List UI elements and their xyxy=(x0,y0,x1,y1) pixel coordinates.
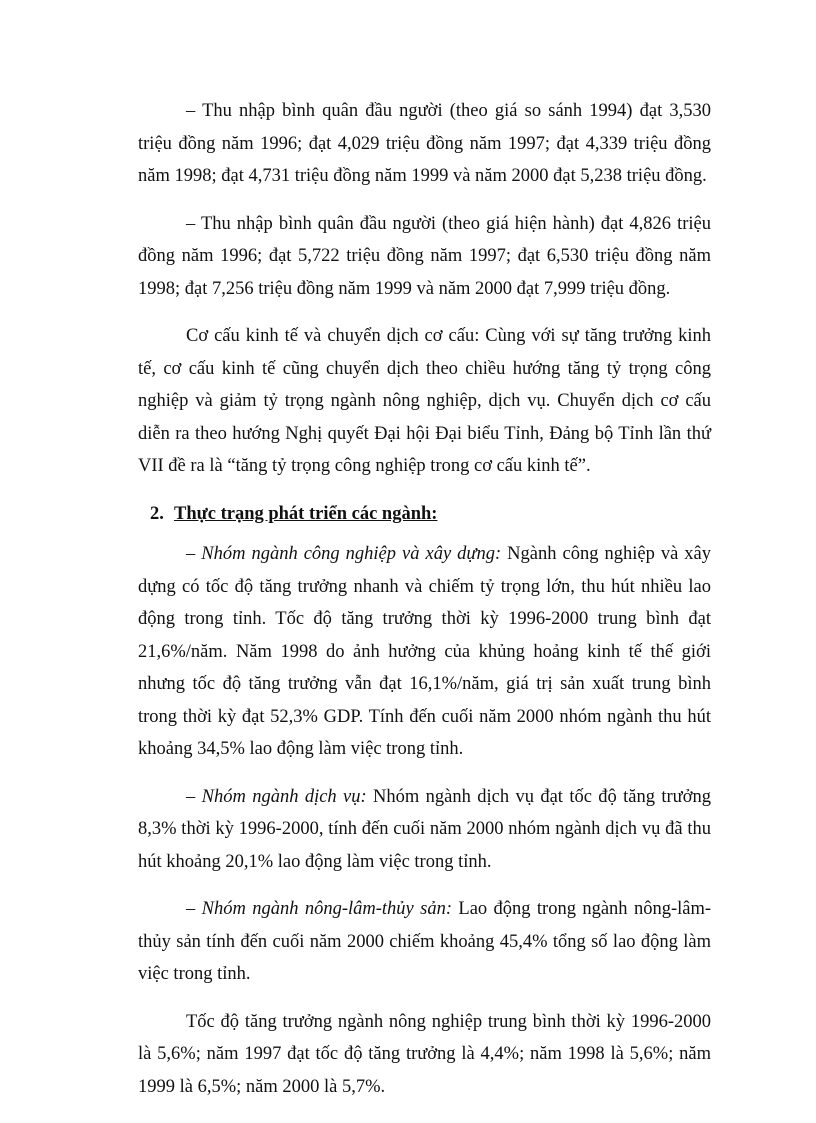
section-heading xyxy=(138,498,711,531)
paragraph-agriculture xyxy=(138,893,711,991)
group-text-agriculture: Lao động trong ngành nông-lâm-thủy sản tính đến cuối năm 2000 chiếm khoảng 45,4% tổng số lao động làm việc trong tỉnh. xyxy=(138,899,712,984)
section-number: 2. xyxy=(150,503,164,524)
section-title: Thực trạng phát triển các ngành: xyxy=(174,503,438,524)
paragraph-income-constant-prices: – Thu nhập bình quân đầu người (theo giá so sánh 1994) đạt 3,530 triệu đồng năm 1996; đạt 4,029 triệu đồng năm 1997; đạt 4,339 triệu đồng năm 1998; đạt 4,731 triệu đồng năm 1999 và năm 2000 đạt 5,238 triệu đồng. xyxy=(138,101,711,186)
paragraph-industry-construction xyxy=(138,538,711,766)
paragraph-services xyxy=(138,781,711,879)
group-label-industry: – Nhóm ngành công nghiệp và xây dựng: xyxy=(186,544,502,564)
paragraph-economic-structure: Cơ cấu kinh tế và chuyển dịch cơ cấu: Cùng với sự tăng trưởng kinh tế, cơ cấu kinh tế cũng chuyển dịch theo chiều hướng tăng tỷ trọng công nghiệp và giảm tỷ trọng ngành nông nghiệp, dịch vụ. Chuyển dịch cơ cấu diễn ra theo hướng Nghị quyết Đại hội Đại biểu Tỉnh, Đảng bộ Tỉnh lần thứ VII đề ra là “tăng tỷ trọng công nghiệp trong cơ cấu kinh tế”. xyxy=(138,326,711,476)
document-body xyxy=(138,95,711,1118)
group-label-agriculture: – Nhóm ngành nông-lâm-thủy sản: xyxy=(186,899,453,919)
group-label-services: – Nhóm ngành dịch vụ: xyxy=(186,786,367,807)
group-text-industry: Ngành công nghiệp và xây dựng có tốc độ tăng trưởng nhanh và chiếm tỷ trọng lớn, thu hút nhiều lao động trong tỉnh. Tốc độ tăng trưởng thời kỳ 1996-2000 trung bình đạt 21,6%/năm. Năm 1998 do ảnh hưởng của khủng hoảng kinh tế thế giới nhưng tốc độ tăng trưởng vẫn đạt 16,1%/năm, giá trị sản xuất trung bình trong thời kỳ đạt 52,3% GDP. Tính đến cuối năm 2000 nhóm ngành thu hút khoảng 34,5% lao động làm việc trong tỉnh. xyxy=(138,544,711,759)
group-text-services: Nhóm ngành dịch vụ đạt tốc độ tăng trưởng 8,3% thời kỳ 1996-2000, tính đến cuối năm 2000 nhóm ngành dịch vụ đã thu hút khoảng 20,1% lao động làm việc trong tỉnh. xyxy=(138,786,711,872)
paragraph-agriculture-growth: Tốc độ tăng trưởng ngành nông nghiệp trung bình thời kỳ 1996-2000 là 5,6%; năm 1997 đạt tốc độ tăng trưởng là 4,4%; năm 1998 là 5,6%; năm 1999 là 6,5%; năm 2000 là 5,7%. xyxy=(138,1011,711,1097)
paragraph-income-current-prices: – Thu nhập bình quân đầu người (theo giá hiện hành) đạt 4,826 triệu đồng năm 1996; đạt 5,722 triệu đồng năm 1997; đạt 6,530 triệu đồng năm 1998; đạt 7,256 triệu đồng năm 1999 và năm 2000 đạt 7,999 triệu đồng. xyxy=(138,213,711,299)
